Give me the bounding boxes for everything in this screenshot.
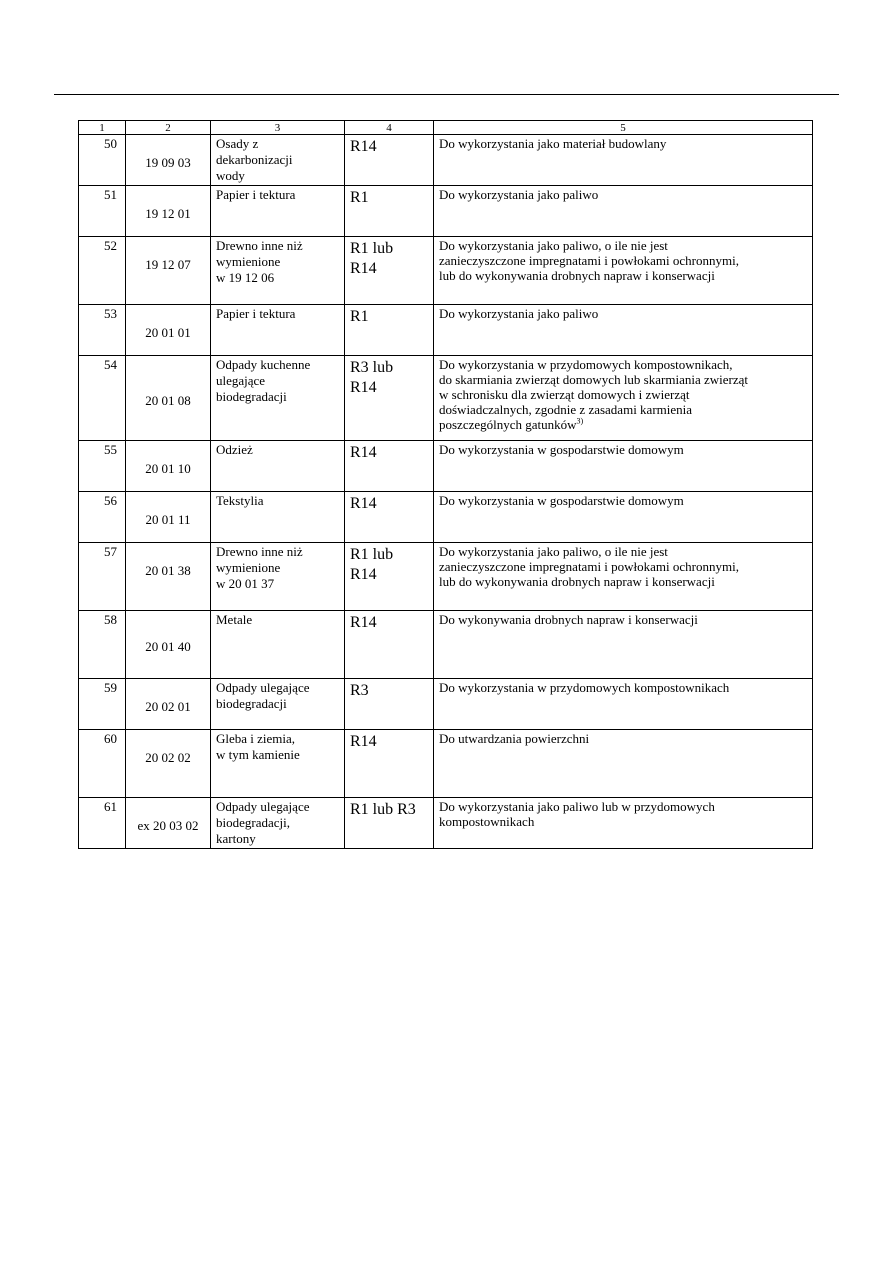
waste-name-line: Drewno inne niż <box>216 238 303 253</box>
recovery-process-cell <box>345 492 434 543</box>
description-cell <box>434 730 813 798</box>
description-line <box>439 799 812 814</box>
row-number: 57 <box>79 543 126 611</box>
recovery-process-line: R14 <box>350 733 377 750</box>
waste-name-line: Odpady kuchenne <box>216 357 311 372</box>
waste-code-cell <box>126 356 211 441</box>
row-number: 52 <box>79 237 126 305</box>
description-line <box>439 136 812 151</box>
recovery-process-line: R14 <box>350 260 377 277</box>
description-text: kompostownikach <box>439 814 535 829</box>
waste-code-cell <box>126 798 211 849</box>
description-line <box>439 306 812 321</box>
description-text: w schronisku dla zwierząt domowych i zwierząt <box>439 387 690 402</box>
row-number: 59 <box>79 679 126 730</box>
waste-name-line: ulegające <box>216 373 266 388</box>
table-row <box>79 135 813 186</box>
waste-name-cell <box>211 305 345 356</box>
description-text: Do wykorzystania jako paliwo, o ile nie jest <box>439 544 668 559</box>
recovery-process-cell <box>345 356 434 441</box>
row-number: 51 <box>79 186 126 237</box>
waste-name-cell <box>211 798 345 849</box>
waste-name-line: biodegradacji, <box>216 815 290 830</box>
description-text: lub do wykonywania drobnych napraw i konserwacji <box>439 574 715 589</box>
recovery-process-line: R14 <box>350 379 377 396</box>
waste-name-line: Odzież <box>216 442 253 457</box>
waste-name-line: w 20 01 37 <box>216 576 275 591</box>
waste-name-line: Drewno inne niż <box>216 544 303 559</box>
waste-name-line: Papier i tektura <box>216 187 296 202</box>
description-text: Do wykorzystania w gospodarstwie domowym <box>439 493 684 508</box>
table-row <box>79 237 813 305</box>
description-line <box>439 814 812 829</box>
description-cell <box>434 186 813 237</box>
description-cell <box>434 441 813 492</box>
description-text: doświadczalnych, zgodnie z zasadami karmienia <box>439 402 693 417</box>
description-text: Do wykorzystania w przydomowych kompostownikach <box>439 680 730 695</box>
row-number: 60 <box>79 730 126 798</box>
header-cell: 3 <box>211 121 345 135</box>
waste-name-cell <box>211 492 345 543</box>
waste-code-cell <box>126 305 211 356</box>
description-cell <box>434 305 813 356</box>
row-number: 61 <box>79 798 126 849</box>
waste-code: 19 12 07 <box>145 257 191 272</box>
description-text: Do wykonywania drobnych napraw i konserwacji <box>439 612 698 627</box>
description-text: Do wykorzystania jako paliwo lub w przydomowych <box>439 799 715 814</box>
waste-name-cell <box>211 237 345 305</box>
recovery-process-line: R1 <box>350 308 369 325</box>
description-line <box>439 559 812 574</box>
waste-code: 19 09 03 <box>145 155 191 170</box>
table-row <box>79 543 813 611</box>
description-line <box>439 612 812 627</box>
description-line <box>439 574 812 589</box>
footnote-marker: 3) <box>576 416 584 426</box>
recovery-process-line: R14 <box>350 566 377 583</box>
description-cell <box>434 798 813 849</box>
waste-name-line: Odpady ulegające <box>216 680 310 695</box>
waste-code-cell <box>126 237 211 305</box>
waste-code: 19 12 01 <box>145 206 191 221</box>
description-text: Do wykorzystania jako materiał budowlany <box>439 136 667 151</box>
recovery-process-cell <box>345 798 434 849</box>
recovery-process-cell <box>345 441 434 492</box>
recovery-process-cell <box>345 679 434 730</box>
description-cell <box>434 356 813 441</box>
waste-code: ex 20 03 02 <box>137 818 199 833</box>
recovery-process-line: R1 <box>350 189 369 206</box>
description-cell <box>434 679 813 730</box>
waste-code-cell <box>126 730 211 798</box>
recovery-process-line: R1 lub R3 <box>350 801 416 818</box>
row-number: 58 <box>79 611 126 679</box>
description-line <box>439 680 812 695</box>
header-cell: 2 <box>126 121 211 135</box>
waste-code: 20 02 01 <box>145 699 191 714</box>
waste-code: 20 01 11 <box>145 512 191 527</box>
waste-code: 20 01 40 <box>145 639 191 654</box>
table-row <box>79 611 813 679</box>
row-number: 56 <box>79 492 126 543</box>
description-text: zanieczyszczone impregnatami i powłokami ochronnymi, <box>439 253 739 268</box>
recovery-process-cell <box>345 305 434 356</box>
description-text: Do wykorzystania jako paliwo, o ile nie jest <box>439 238 668 253</box>
waste-name-line: Gleba i ziemia, <box>216 731 296 746</box>
waste-name-line: Osady z <box>216 136 259 151</box>
waste-name-line: biodegradacji <box>216 696 287 711</box>
recovery-process-line: R14 <box>350 138 377 155</box>
recovery-process-line: R14 <box>350 614 377 631</box>
waste-name-cell <box>211 679 345 730</box>
waste-code: 20 01 08 <box>145 393 191 408</box>
waste-name-line: dekarbonizacji <box>216 152 293 167</box>
header-rule <box>54 94 839 95</box>
waste-code-cell <box>126 135 211 186</box>
description-text: poszczególnych gatunków <box>439 417 577 432</box>
description-text: lub do wykonywania drobnych napraw i konserwacji <box>439 268 715 283</box>
description-line <box>439 731 812 746</box>
header-row <box>79 121 813 135</box>
waste-code: 20 01 38 <box>145 563 191 578</box>
description-text: Do wykorzystania w przydomowych kompostownikach, <box>439 357 733 372</box>
waste-name-line: kartony <box>216 831 256 846</box>
description-cell <box>434 543 813 611</box>
row-number: 54 <box>79 356 126 441</box>
description-text: do skarmiania zwierząt domowych lub skarmiania zwierząt <box>439 372 748 387</box>
description-text: Do wykorzystania jako paliwo <box>439 306 599 321</box>
waste-name-line: Tekstylia <box>216 493 264 508</box>
waste-name-line: Odpady ulegające <box>216 799 310 814</box>
waste-name-line: wody <box>216 168 245 183</box>
waste-name-line: Metale <box>216 612 253 627</box>
recovery-process-cell <box>345 237 434 305</box>
description-line <box>439 402 812 417</box>
waste-name-line: Papier i tektura <box>216 306 296 321</box>
waste-code: 20 01 01 <box>145 325 191 340</box>
description-line <box>439 253 812 268</box>
waste-code-cell <box>126 543 211 611</box>
table-row <box>79 356 813 441</box>
recovery-process-line: R14 <box>350 444 377 461</box>
description-text: zanieczyszczone impregnatami i powłokami ochronnymi, <box>439 559 739 574</box>
waste-code-cell <box>126 679 211 730</box>
description-text: Do wykorzystania jako paliwo <box>439 187 599 202</box>
description-line <box>439 493 812 508</box>
description-line <box>439 357 812 372</box>
waste-name-line: w 19 12 06 <box>216 270 275 285</box>
table-row <box>79 441 813 492</box>
waste-table <box>78 120 813 849</box>
description-line <box>439 372 812 387</box>
description-cell <box>434 492 813 543</box>
waste-name-line: wymienione <box>216 560 281 575</box>
table-row <box>79 305 813 356</box>
waste-name-cell <box>211 441 345 492</box>
row-number: 50 <box>79 135 126 186</box>
table-row <box>79 679 813 730</box>
description-text: Do wykorzystania w gospodarstwie domowym <box>439 442 684 457</box>
description-text: Do utwardzania powierzchni <box>439 731 590 746</box>
waste-name-line: w tym kamienie <box>216 747 300 762</box>
description-cell <box>434 611 813 679</box>
waste-name-cell <box>211 543 345 611</box>
header-cell: 4 <box>345 121 434 135</box>
description-line <box>439 442 812 457</box>
waste-code-cell <box>126 186 211 237</box>
description-line <box>439 387 812 402</box>
recovery-process-cell <box>345 611 434 679</box>
waste-name-cell <box>211 611 345 679</box>
description-line <box>439 417 812 432</box>
header-cell: 1 <box>79 121 126 135</box>
recovery-process-line: R3 lub <box>350 359 394 376</box>
recovery-process-line: R3 <box>350 682 369 699</box>
row-number: 53 <box>79 305 126 356</box>
recovery-process-cell <box>345 730 434 798</box>
recovery-process-cell <box>345 186 434 237</box>
description-line <box>439 187 812 202</box>
waste-code-cell <box>126 492 211 543</box>
description-line <box>439 268 812 283</box>
recovery-process-cell <box>345 135 434 186</box>
description-line <box>439 238 812 253</box>
description-cell <box>434 237 813 305</box>
description-line <box>439 544 812 559</box>
header-cell: 5 <box>434 121 813 135</box>
recovery-process-line: R1 lub <box>350 240 394 257</box>
table-row <box>79 798 813 849</box>
recovery-process-cell <box>345 543 434 611</box>
waste-name-cell <box>211 356 345 441</box>
row-number: 55 <box>79 441 126 492</box>
table-row <box>79 730 813 798</box>
waste-name-line: biodegradacji <box>216 389 287 404</box>
description-cell <box>434 135 813 186</box>
recovery-process-line: R1 lub <box>350 546 394 563</box>
waste-name-line: wymienione <box>216 254 281 269</box>
waste-code: 20 02 02 <box>145 750 191 765</box>
recovery-process-line: R14 <box>350 495 377 512</box>
table-row <box>79 186 813 237</box>
waste-code: 20 01 10 <box>145 461 191 476</box>
waste-name-cell <box>211 186 345 237</box>
waste-name-cell <box>211 730 345 798</box>
waste-code-cell <box>126 611 211 679</box>
table-row <box>79 492 813 543</box>
waste-code-cell <box>126 441 211 492</box>
waste-name-cell <box>211 135 345 186</box>
